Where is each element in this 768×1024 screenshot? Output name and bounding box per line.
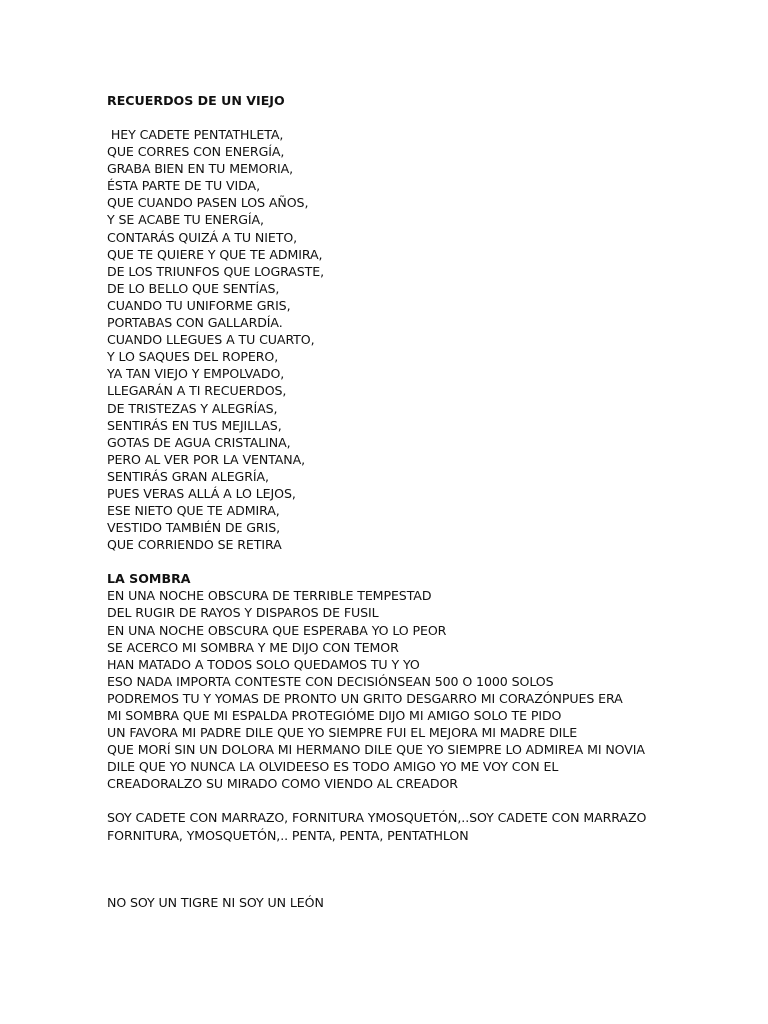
poem-line: QUE CORRES CON ENERGÍA, [107,144,285,160]
chorus-line: SOY CADETE CON MARRAZO, FORNITURA YMOSQUETÓN,..SOY CADETE CON MARRAZO [107,810,647,826]
poem-line: HAN MATADO A TODOS SOLO QUEDAMOS TU Y YO [107,656,420,672]
poem-line: GOTAS DE AGUA CRISTALINA, [107,434,291,450]
document-page [107,92,747,911]
poem-line: QUE CUANDO PASEN LOS AÑOS, [107,195,309,211]
poem-line: EN UNA NOCHE OBSCURA QUE ESPERABA YO LO PEOR [107,622,447,638]
poem-title-recuerdos: RECUERDOS DE UN VIEJO [107,93,285,108]
poem-body-recuerdos [107,126,747,553]
poem-line: DILE QUE YO NUNCA LA OLVIDEESO ES TODO AMIGO YO ME VOY CON EL [107,759,559,775]
poem-line: DE TRISTEZAS Y ALEGRÍAS, [107,400,278,416]
poem-line: QUE CORRIENDO SE RETIRA [107,537,282,553]
poem-line: EN UNA NOCHE OBSCURA DE TERRIBLE TEMPESTAD [107,588,432,604]
poem-line: PODREMOS TU Y YOMAS DE PRONTO UN GRITO DESGARRO MI CORAZÓNPUES ERA [107,690,623,706]
poem-line: PUES VERAS ALLÁ A LO LEJOS, [107,485,296,501]
poem-line: UN FAVORA MI PADRE DILE QUE YO SIEMPRE FUI EL MEJORA MI MADRE DILE [107,725,578,741]
poem-line: Y LO SAQUES DEL ROPERO, [107,349,279,365]
poem-title-la-sombra: LA SOMBRA [107,571,191,587]
poem-line: ESO NADA IMPORTA CONTESTE CON DECISIÓNSEAN 500 O 1000 SOLOS [107,673,554,689]
poem-line: YA TAN VIEJO Y EMPOLVADO, [107,366,285,382]
poem-line: MI SOMBRA QUE MI ESPALDA PROTEGIÓME DIJO MI AMIGO SOLO TE PIDO [107,708,562,723]
poem-line: PERO AL VER POR LA VENTANA, [107,451,306,467]
poem-line: CREADORALZO SU MIRADO COMO VIENDO AL CREADOR [107,776,458,792]
chorus-block [107,809,747,843]
poem-line: PORTABAS CON GALLARDÍA. [107,315,283,331]
chorus-line: FORNITURA, YMOSQUETÓN,.. PENTA, PENTA, PENTATHLON [107,827,469,843]
closing-line: NO SOY UN TIGRE NI SOY UN LEÓN [107,894,324,910]
poem-line: QUE TE QUIERE Y QUE TE ADMIRA, [107,246,323,262]
poem-line: SENTIRÁS EN TUS MEJILLAS, [107,417,282,433]
poem-line: ÉSTA PARTE DE TU VIDA, [107,178,260,194]
poem-line: LLEGARÁN A TI RECUERDOS, [107,383,287,399]
poem-line: DEL RUGIR DE RAYOS Y DISPAROS DE FUSIL [107,605,379,621]
poem-line: ESE NIETO QUE TE ADMIRA, [107,503,280,519]
poem-line: CONTARÁS QUIZÁ A TU NIETO, [107,229,298,245]
poem-line: QUE MORÍ SIN UN DOLORA MI HERMANO DILE QUE YO SIEMPRE LO ADMIREA MI NOVIA [107,742,645,758]
poem-line: GRABA BIEN EN TU MEMORIA, [107,161,294,177]
poem-line: DE LO BELLO QUE SENTÍAS, [107,280,280,296]
poem-line: SE ACERCO MI SOMBRA Y ME DIJO CON TEMOR [107,639,399,655]
poem-line: Y SE ACABE TU ENERGÍA, [107,212,264,228]
poem-line: VESTIDO TAMBIÉN DE GRIS, [107,520,280,536]
poem-line: DE LOS TRIUNFOS QUE LOGRASTE, [107,263,325,279]
poem-body-la-sombra [107,587,747,792]
poem-line: CUANDO TU UNIFORME GRIS, [107,297,291,313]
poem-line: SENTIRÁS GRAN ALEGRÍA, [107,468,269,484]
poem-line: HEY CADETE PENTATHLETA, [107,127,284,142]
poem-line: CUANDO LLEGUES A TU CUARTO, [107,332,315,348]
